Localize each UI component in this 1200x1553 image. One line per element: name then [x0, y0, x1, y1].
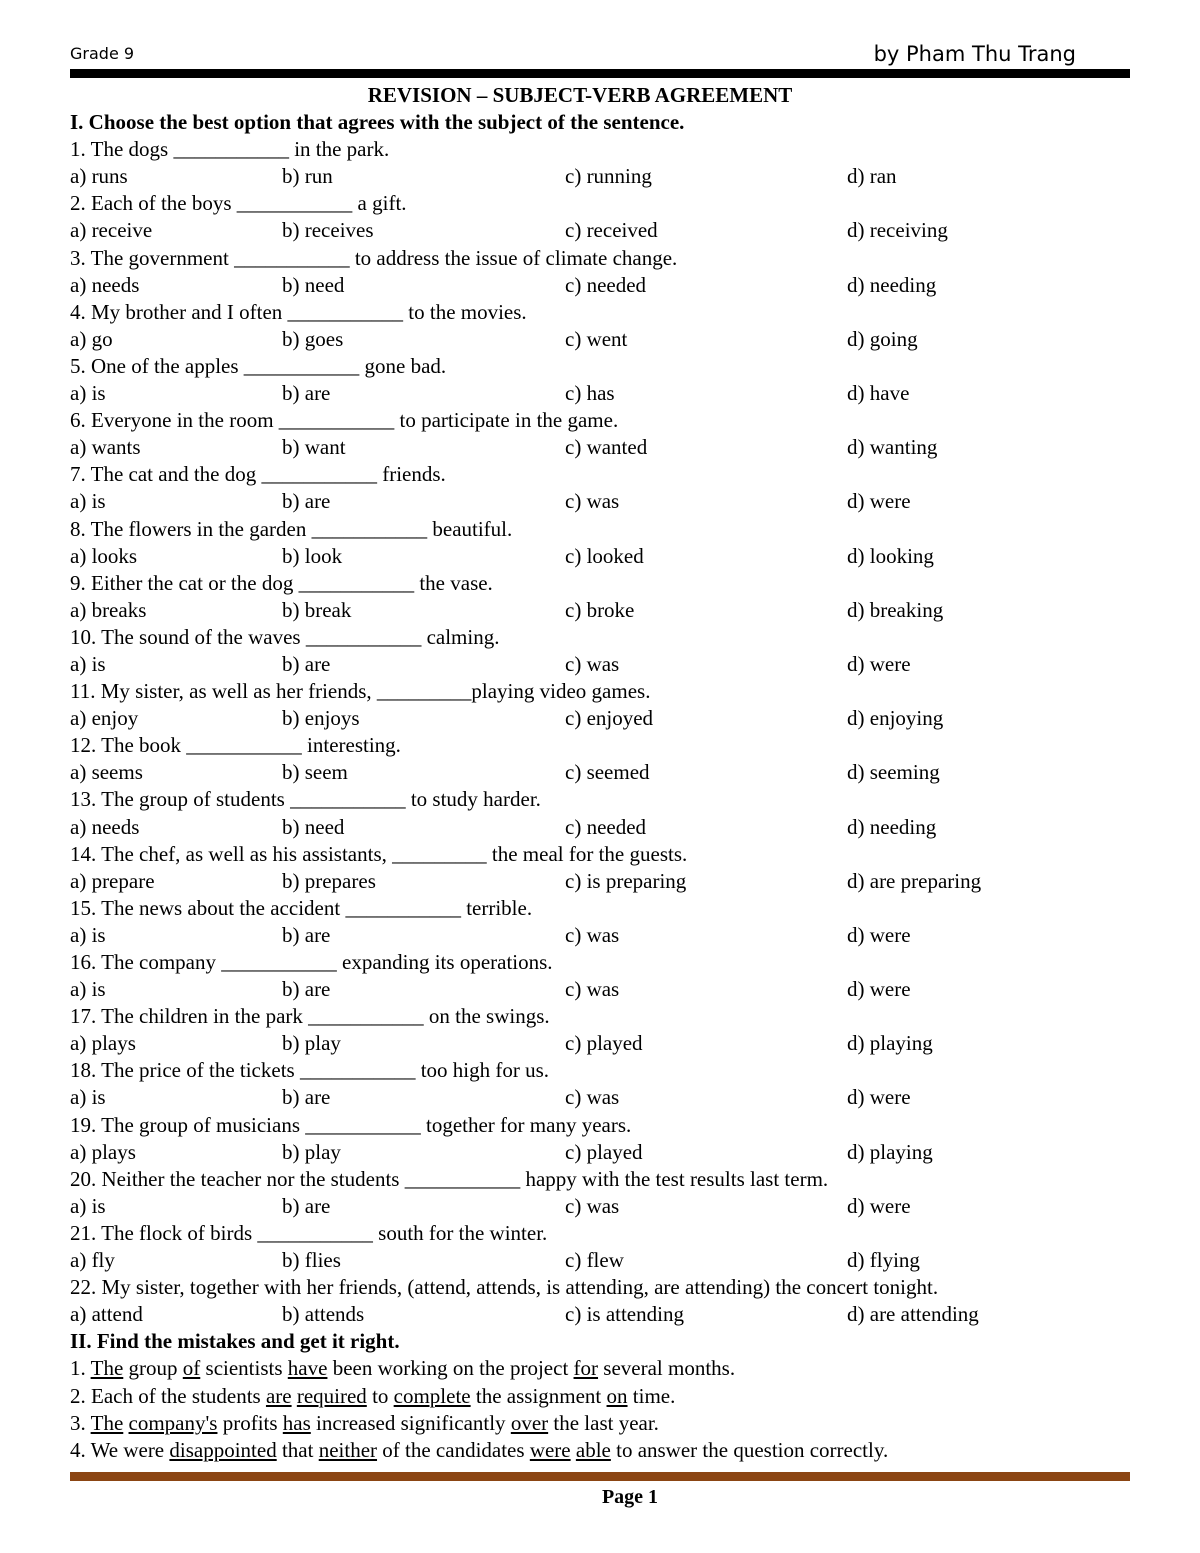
- question-options: [70, 922, 1130, 949]
- answer-option[interactable]: c) was: [565, 922, 620, 947]
- answer-option[interactable]: c) was: [565, 489, 620, 514]
- sentence-text: 3.: [70, 1410, 91, 1435]
- question-stem: 7. The cat and the dog ___________ friends.: [70, 462, 446, 487]
- answer-option[interactable]: b) are: [282, 381, 331, 406]
- question-options: [70, 1084, 1130, 1111]
- answer-option[interactable]: b) play: [282, 1139, 341, 1164]
- grade-label: Grade 9: [70, 44, 135, 63]
- answer-option[interactable]: d) needing: [847, 272, 937, 297]
- worksheet-content: [70, 82, 1130, 1464]
- question-stem: 22. My sister, together with her friends, (attend, attends, is attending, are attending) the concert tonight.: [70, 1275, 939, 1300]
- answer-option[interactable]: a) prepare: [70, 868, 155, 893]
- mistake-sentence: [70, 1410, 1130, 1437]
- question-options: [70, 597, 1130, 624]
- question-stem: 16. The company ___________ expanding its operations.: [70, 950, 553, 974]
- question-stem: 18. The price of the tickets ___________ too high for us.: [70, 1058, 550, 1083]
- answer-option[interactable]: d) playing: [847, 1139, 933, 1164]
- answer-option[interactable]: d) have: [847, 381, 910, 406]
- answer-option[interactable]: a) fly: [70, 1248, 115, 1273]
- answer-option[interactable]: b) run: [282, 164, 333, 189]
- sentence-text: been working on the project: [327, 1356, 574, 1381]
- answer-option[interactable]: b) are: [282, 922, 331, 947]
- answer-option[interactable]: d) wanting: [847, 435, 938, 460]
- answer-option[interactable]: a) is: [70, 1193, 106, 1218]
- question-options: [70, 217, 1130, 244]
- author-label: by Pham Thu Trang: [873, 42, 1076, 66]
- sentence-text: to answer the question correctly.: [610, 1437, 889, 1462]
- header-rule: [70, 69, 1130, 78]
- mistake-sentence: [70, 1437, 1130, 1464]
- sentence-text: to: [366, 1383, 394, 1408]
- answer-option[interactable]: c) was: [565, 1193, 620, 1218]
- answer-option[interactable]: b) play: [282, 1031, 341, 1056]
- answer-option[interactable]: d) seeming: [847, 760, 940, 785]
- answer-option[interactable]: c) was: [565, 1085, 620, 1110]
- answer-option[interactable]: c) seemed: [565, 760, 650, 785]
- sentence-text: increased significantly: [310, 1410, 511, 1435]
- question-stem: 8. The flowers in the garden ___________ beautiful.: [70, 516, 513, 541]
- question-stem: 11. My sister, as well as her friends, _________playing video games.: [70, 679, 651, 704]
- sentence-text: group: [123, 1356, 183, 1381]
- answer-option[interactable]: d) ran: [847, 164, 897, 189]
- underlined-word[interactable]: has: [282, 1410, 311, 1435]
- answer-option[interactable]: a) is: [70, 651, 106, 676]
- answer-option[interactable]: c) wanted: [565, 435, 648, 460]
- answer-option[interactable]: c) was: [565, 977, 620, 1002]
- answer-option[interactable]: d) flying: [847, 1248, 920, 1273]
- question-options: [70, 976, 1130, 1003]
- answer-option[interactable]: b) are: [282, 977, 331, 1002]
- underlined-word[interactable]: of: [182, 1356, 201, 1381]
- question-options: [70, 814, 1130, 841]
- answer-option[interactable]: c) played: [565, 1139, 643, 1164]
- underlined-word[interactable]: The: [90, 1410, 124, 1435]
- sentence-text: of the candidates: [377, 1437, 530, 1462]
- question-stem: 10. The sound of the waves ___________ calming.: [70, 624, 500, 649]
- question-options: [70, 488, 1130, 515]
- section-1-heading: I. Choose the best option that agrees with the subject of the sentence.: [70, 110, 685, 135]
- answer-option[interactable]: a) enjoy: [70, 706, 139, 731]
- answer-option[interactable]: a) receive: [70, 218, 153, 243]
- question-options: [70, 543, 1130, 570]
- answer-option[interactable]: a) looks: [70, 543, 138, 568]
- question-options: [70, 868, 1130, 895]
- answer-option[interactable]: d) are attending: [847, 1302, 979, 1327]
- answer-option[interactable]: a) is: [70, 1085, 106, 1110]
- answer-option[interactable]: d) playing: [847, 1031, 933, 1056]
- answer-option[interactable]: d) enjoying: [847, 706, 944, 731]
- sentence-text: scientists: [200, 1356, 288, 1381]
- sentence-text: the assignment: [470, 1383, 607, 1408]
- underlined-word[interactable]: The: [90, 1356, 124, 1381]
- answer-option[interactable]: a) is: [70, 381, 106, 406]
- answer-option[interactable]: a) go: [70, 326, 113, 351]
- answer-option[interactable]: a) is: [70, 489, 106, 514]
- page-title: REVISION – SUBJECT-VERB AGREEMENT: [367, 83, 793, 107]
- answer-option[interactable]: b) need: [282, 814, 345, 839]
- answer-option[interactable]: d) receiving: [847, 218, 948, 243]
- sentence-text: 1.: [70, 1356, 91, 1381]
- answer-option[interactable]: b) look: [282, 543, 343, 568]
- question-options: [70, 1247, 1130, 1274]
- answer-option[interactable]: b) flies: [282, 1248, 341, 1273]
- question-stem: 21. The flock of birds ___________ south for the winter.: [70, 1220, 548, 1245]
- answer-option[interactable]: a) seems: [70, 760, 143, 785]
- answer-option[interactable]: c) is preparing: [565, 868, 687, 893]
- answer-option[interactable]: d) needing: [847, 814, 937, 839]
- question-options: [70, 163, 1130, 190]
- answer-option[interactable]: c) is attending: [565, 1302, 684, 1327]
- answer-option[interactable]: b) are: [282, 489, 331, 514]
- answer-option[interactable]: b) are: [282, 1193, 331, 1218]
- answer-option[interactable]: a) attend: [70, 1302, 143, 1327]
- answer-option[interactable]: c) flew: [565, 1248, 624, 1273]
- underlined-word[interactable]: required: [296, 1383, 367, 1408]
- answer-option[interactable]: c) enjoyed: [565, 706, 654, 731]
- answer-option[interactable]: b) need: [282, 272, 345, 297]
- question-stem: 19. The group of musicians ___________ together for many years.: [70, 1112, 632, 1137]
- mistake-sentence: [70, 1355, 1130, 1382]
- question-options: [70, 272, 1130, 299]
- sentence-text: that: [276, 1437, 319, 1462]
- question-stem: 1. The dogs ___________ in the park.: [70, 137, 390, 162]
- answer-option[interactable]: c) running: [565, 164, 652, 189]
- question-stem: 17. The children in the park ___________ on the swings.: [70, 1004, 550, 1029]
- section-2-heading: II. Find the mistakes and get it right.: [70, 1329, 400, 1354]
- answer-option[interactable]: d) were: [847, 922, 911, 947]
- question-stem: 3. The government ___________ to address the issue of climate change.: [70, 245, 678, 270]
- question-stem: 15. The news about the accident ___________ terrible.: [70, 895, 533, 920]
- sentence-text: time.: [627, 1383, 676, 1408]
- answer-option[interactable]: d) were: [847, 977, 911, 1002]
- question-stem: 4. My brother and I often ___________ to the movies.: [70, 299, 527, 324]
- answer-option[interactable]: b) prepares: [282, 868, 376, 893]
- answer-option[interactable]: a) breaks: [70, 597, 147, 622]
- answer-option[interactable]: c) received: [565, 218, 658, 243]
- question-options: [70, 1301, 1130, 1328]
- question-stem: 5. One of the apples ___________ gone bad.: [70, 353, 447, 378]
- answer-option[interactable]: d) going: [847, 326, 918, 351]
- answer-option[interactable]: b) goes: [282, 326, 344, 351]
- question-stem: 13. The group of students ___________ to study harder.: [70, 787, 541, 812]
- question-options: [70, 759, 1130, 786]
- answer-option[interactable]: c) broke: [565, 597, 635, 622]
- answer-option[interactable]: c) has: [565, 381, 615, 406]
- answer-option[interactable]: d) were: [847, 489, 911, 514]
- question-stem: 6. Everyone in the room ___________ to participate in the game.: [70, 408, 619, 433]
- answer-option[interactable]: b) are: [282, 651, 331, 676]
- answer-option[interactable]: a) wants: [70, 435, 141, 460]
- answer-option[interactable]: c) needed: [565, 814, 647, 839]
- underlined-word[interactable]: company's: [128, 1410, 218, 1435]
- answer-option[interactable]: a) runs: [70, 164, 128, 189]
- underlined-word[interactable]: for: [573, 1356, 599, 1381]
- question-stem: 9. Either the cat or the dog ___________ the vase.: [70, 570, 493, 595]
- answer-option[interactable]: c) needed: [565, 272, 647, 297]
- mistake-list: [70, 1355, 1130, 1463]
- answer-option[interactable]: a) plays: [70, 1031, 136, 1056]
- answer-option[interactable]: c) played: [565, 1031, 643, 1056]
- underlined-word[interactable]: neither: [318, 1437, 378, 1462]
- answer-option[interactable]: b) attends: [282, 1302, 365, 1327]
- answer-option[interactable]: b) are: [282, 1085, 331, 1110]
- underlined-word[interactable]: complete: [393, 1383, 471, 1408]
- question-options: [70, 1139, 1130, 1166]
- question-stem: 20. Neither the teacher nor the students ___________ happy with the test results last term.: [70, 1166, 829, 1191]
- sentence-text: 4. We were: [70, 1437, 170, 1462]
- answer-option[interactable]: d) were: [847, 1085, 911, 1110]
- underlined-word[interactable]: disappointed: [169, 1437, 277, 1462]
- sentence-text: several months.: [598, 1356, 736, 1381]
- mistake-sentence: [70, 1383, 1130, 1410]
- question-list: [70, 136, 1130, 1328]
- underlined-word[interactable]: on: [606, 1383, 628, 1408]
- sentence-text: 2. Each of the students: [70, 1383, 266, 1408]
- answer-option[interactable]: d) were: [847, 1193, 911, 1218]
- question-options: [70, 380, 1130, 407]
- answer-option[interactable]: b) seem: [282, 760, 348, 785]
- answer-option[interactable]: a) plays: [70, 1139, 136, 1164]
- question-options: [70, 651, 1130, 678]
- answer-option[interactable]: d) were: [847, 651, 911, 676]
- question-stem: 12. The book ___________ interesting.: [70, 733, 401, 758]
- answer-option[interactable]: d) are preparing: [847, 868, 982, 893]
- answer-option[interactable]: d) looking: [847, 543, 934, 568]
- answer-option[interactable]: c) looked: [565, 543, 644, 568]
- answer-option[interactable]: a) needs: [70, 814, 140, 839]
- page-number: Page 1: [601, 1486, 659, 1508]
- answer-option[interactable]: c) went: [565, 326, 628, 351]
- question-options: [70, 1193, 1130, 1220]
- answer-option[interactable]: b) enjoys: [282, 706, 360, 731]
- underlined-word[interactable]: are: [265, 1383, 292, 1408]
- question-options: [70, 326, 1130, 353]
- answer-option[interactable]: b) receives: [282, 218, 374, 243]
- sentence-text: the last year.: [548, 1410, 659, 1435]
- answer-option[interactable]: b) break: [282, 597, 352, 622]
- question-options: [70, 1030, 1130, 1057]
- underlined-word[interactable]: were: [529, 1437, 571, 1462]
- question-stem: 2. Each of the boys ___________ a gift.: [70, 191, 407, 216]
- question-options: [70, 705, 1130, 732]
- sentence-text: profits: [217, 1410, 283, 1435]
- question-options: [70, 434, 1130, 461]
- answer-option[interactable]: b) want: [282, 435, 346, 460]
- answer-option[interactable]: a) is: [70, 922, 106, 947]
- answer-option[interactable]: a) needs: [70, 272, 140, 297]
- underlined-word[interactable]: able: [575, 1437, 611, 1462]
- answer-option[interactable]: c) was: [565, 651, 620, 676]
- footer-rule: [70, 1472, 1130, 1481]
- underlined-word[interactable]: have: [287, 1356, 328, 1381]
- answer-option[interactable]: a) is: [70, 977, 106, 1002]
- answer-option[interactable]: d) breaking: [847, 597, 944, 622]
- question-stem: 14. The chef, as well as his assistants, _________ the meal for the guests.: [70, 841, 688, 866]
- underlined-word[interactable]: over: [510, 1410, 549, 1435]
